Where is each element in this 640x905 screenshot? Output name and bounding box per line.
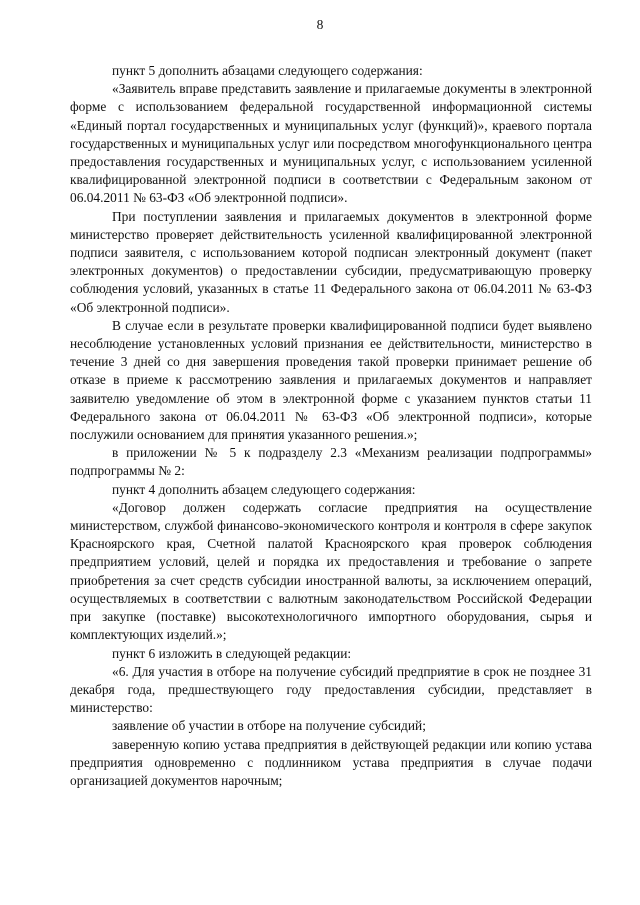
paragraph-application: заявление об участии в отборе на получение субсидий; <box>112 718 426 734</box>
paragraph-refusal-decision: В случае если в результате проверки квалифицированной подписи будет выявлено несоблюдение установленных условий признания ее действительности, министерство в течение 3 дней со дня завершения проведения такой проверки принимает решение об отказе в приеме к рассмотрению заявления и прилагаемых документов и направляет заявителю уведомление об этом в электронной форме с указанием пунктов статьи 11 Федерального закона от 06.04.2011 № 63-ФЗ «Об электронной подписи», которые послужили основанием для принятия указанного решения.»; <box>70 317 592 443</box>
paragraph-intro-point-5: пункт 5 дополнить абзацами следующего содержания: <box>112 63 423 78</box>
paragraph-charter-copy: заверенную копию устава предприятия в действующей редакции или копию устава предприятия одновременно с подлинником устава предприятия в случае подачи организацией документов нарочным; <box>70 736 592 788</box>
paragraph-selection-participation: «6. Для участия в отборе на получение субсидий предприятие в срок не позднее 31 декабря года, предшествующего году предоставления субсидии, представляет в министерство: <box>70 663 592 716</box>
paragraph-signature-verification: При поступлении заявления и прилагаемых документов в электронной форме министерство проверяет действительность усиленной квалифицированной электронной подписи заявителя, с использованием которой подписан электронный документ (пакет электронных документов) о предоставлении субсидии, предусматривающую проверку соблюдения условий, указанных в статье 11 Федерального закона от 06.04.2011 № 63-ФЗ «Об электронной подписи». <box>70 208 592 315</box>
paragraph-electronic-submission: «Заявитель вправе представить заявление и прилагаемые документы в электронной форме с использованием федеральной государственной информационной системы «Единый портал государственных и муниципальных услуг (функций)», краевого портала государственных и муниципальных услуг или посредством многофункционального центра предоставления государственных и муниципальных услуг, с использованием усиленной квалифицированной электронной подписи в соответствии с Федеральным законом от 06.04.2011 № 63-ФЗ «Об электронной подписи». <box>70 81 592 206</box>
document-body <box>70 62 592 790</box>
paragraph-contract-terms: «Договор должен содержать согласие предприятия на осуществление министерством, службой финансово-экономического контроля и контроля в сфере закупок Красноярского края, Счетной палатой Красноярского края проверок соблюдения предприятием условий, целей и порядка их предоставления и требование о запрете приобретения за счет средств субсидии иностранной валюты, за исключением операций, осуществляемых в соответствии с валютным законодательством Российской Федерации при закупке (поставке) высокотехнологичного импортного оборудования, сырья и комплектующих изделий.»; <box>70 499 592 643</box>
page-number: 8 <box>316 17 324 32</box>
paragraph-appendix-5: в приложении № 5 к подразделу 2.3 «Механизм реализации подпрограммы» подпрограммы № 2: <box>70 445 592 479</box>
paragraph-intro-point-4: пункт 4 дополнить абзацем следующего содержания: <box>112 481 416 497</box>
paragraph-intro-point-6: пункт 6 изложить в следующей редакции: <box>112 645 352 661</box>
